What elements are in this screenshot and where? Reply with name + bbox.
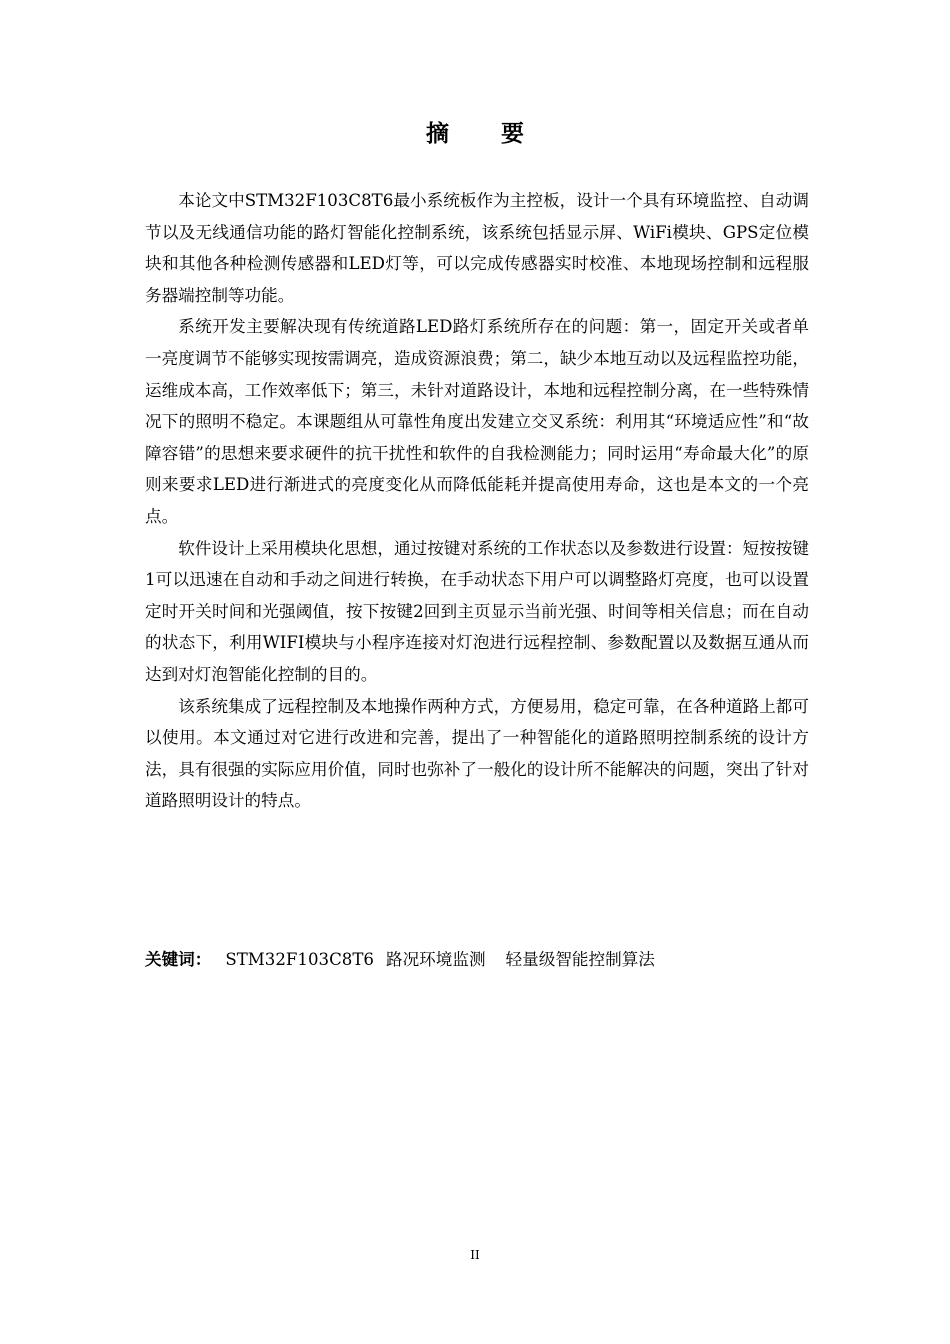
page-number: II — [470, 1248, 480, 1262]
keywords-label: 关键词： — [145, 949, 212, 969]
keyword-item: 轻量级智能控制算法 — [505, 950, 655, 969]
keyword-item: STM32F103C8T6 — [225, 950, 374, 969]
abstract-paragraph-2: 系统开发主要解决现有传统道路LED路灯系统所存在的问题：第一，固定开关或者单一亮度调节不能够实现按需调亮，造成资源浪费；第二，缺少本地互动以及远程监控功能，运维成本高，工作效率低下；第三，未针对道路设计，本地和远程控制分离，在一些特殊情况下的照明不稳定。本课题组从可靠性角度出发建立交叉系统：利用其“环境适应性”和“故障容错”的思想来要求硬件的抗干扰性和软件的自我检测能力；同时运用“寿命最大化”的原则来要求LED进行渐进式的亮度变化从而降低能耗并提高使用寿命，这也是本文的一个亮点。 — [145, 317, 809, 526]
abstract-paragraph-1: 本论文中STM32F103C8T6最小系统板作为主控板，设计一个具有环境监控、自动调节以及无线通信功能的路灯智能化控制系统，该系统包括显示屏、WiFi模块、GPS定位模块和其他各种检测传感器和LED灯等，可以完成传感器实时校准、本地现场控制和远程服务器端控制等功能。 — [145, 191, 809, 305]
keyword-item: 路况环境监测 — [385, 950, 486, 969]
abstract-title: 摘 要 — [425, 120, 546, 147]
abstract-paragraph-4: 该系统集成了远程控制及本地操作两种方式，方便易用，稳定可靠，在各种道路上都可以使用。本文通过对它进行改进和完善，提出了一种智能化的道路照明控制系统的设计方法，具有很强的实际应用价值，同时也弥补了一般化的设计所不能解决的问题，突出了针对道路照明设计的特点。 — [145, 696, 809, 811]
abstract-body — [145, 185, 809, 817]
keywords-line — [145, 944, 809, 975]
abstract-paragraph-3: 软件设计上采用模块化思想，通过按键对系统的工作状态以及参数进行设置：短按按键1可以迅速在自动和手动之间进行转换，在手动状态下用户可以调整路灯亮度，也可以设置定时开关时间和光强阈值，按下按键2回到主页显示当前光强、时间等相关信息；而在自动的状态下，利用WIFI模块与小程序连接对灯泡进行远程控制、参数配置以及数据互通从而达到对灯泡智能化控制的目的。 — [145, 538, 809, 684]
